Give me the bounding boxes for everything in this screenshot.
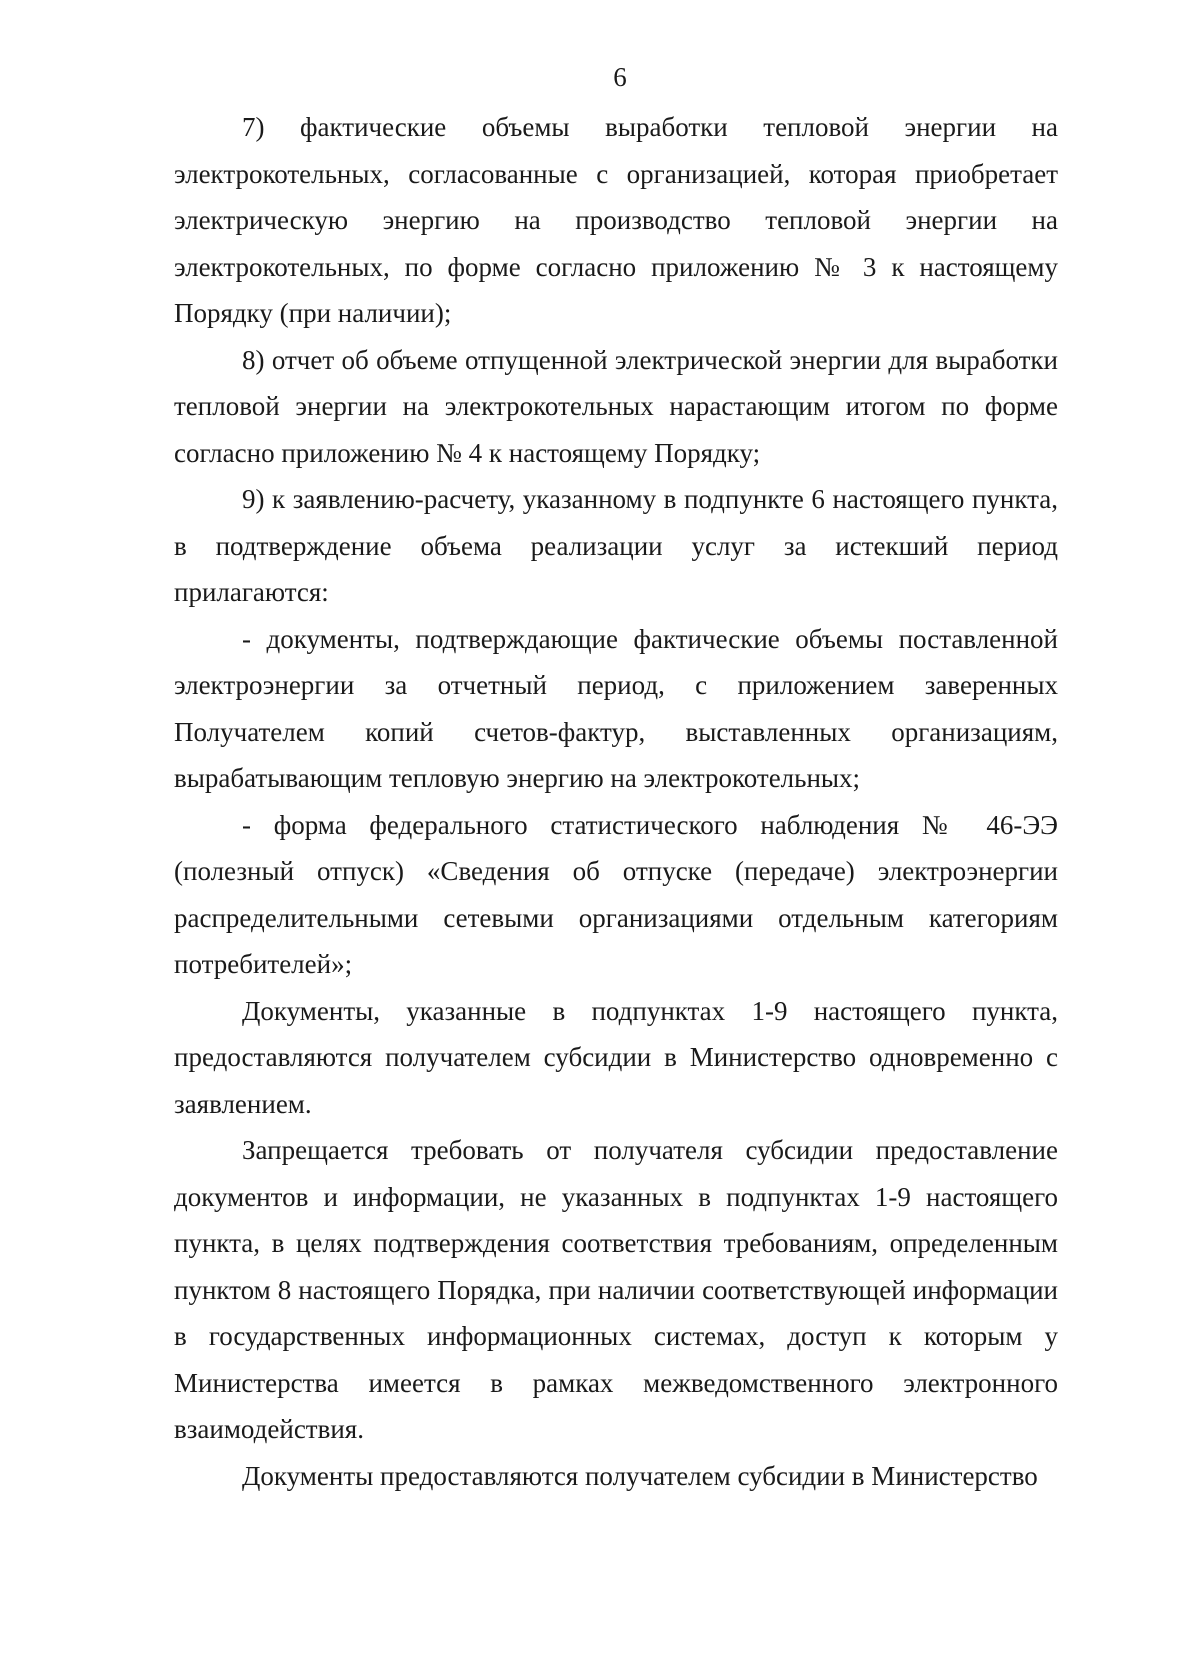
paragraph-item-7: 7) фактические объемы выработки тепловой энергии на электрокотельных, согласованные с организацией, которая приобретает электрическую энергию на производство тепловой энергии на электрокотельных, по форме согласно приложению № 3 к настоящему Порядку (при наличии); bbox=[174, 112, 1058, 328]
paragraph-item-9: 9) к заявлению-расчету, указанному в подпункте 6 настоящего пункта, в подтверждение объема реализации услуг за истекший период прилагаются: bbox=[174, 484, 1058, 607]
paragraph-prohibition: Запрещается требовать от получателя субсидии предоставление документов и информации, не указанных в подпунктах 1-9 настоящего пункта, в целях подтверждения соответствия требованиям, определенным пунктом 8 настоящего Порядка, при наличии соответствующей информации в государственных информационных системах, доступ к которым у Министерства имеется в рамках межведомственного электронного взаимодействия. bbox=[174, 1135, 1058, 1444]
paragraph-documents-provided: Документы предоставляются получателем субсидии в Министерство bbox=[242, 1460, 1038, 1491]
paragraph-bullet-form-46ee: - форма федерального статистического наблюдения № 46-ЭЭ (полезный отпуск) «Сведения об отпуске (передаче) электроэнергии распределительными сетевыми организациями отдельным категориям потребителей»; bbox=[174, 809, 1058, 979]
document-body bbox=[174, 104, 1058, 1499]
page-number: 6 bbox=[613, 62, 627, 92]
paragraph-item-8: 8) отчет об объеме отпущенной электрической энергии для выработки тепловой энергии на электрокотельных нарастающим итогом по форме согласно приложению № 4 к настоящему Порядку; bbox=[174, 344, 1058, 468]
paragraph-documents-submission: Документы, указанные в подпунктах 1-9 настоящего пункта, предоставляются получателем субсидии в Министерство одновременно с заявлением. bbox=[174, 995, 1058, 1119]
paragraph-bullet-documents: - документы, подтверждающие фактические объемы поставленной электроэнергии за отчетный период, с приложением заверенных Получателем копий счетов-фактур, выставленных организациям, вырабатывающим тепловую энергию на электрокотельных; bbox=[174, 623, 1058, 793]
